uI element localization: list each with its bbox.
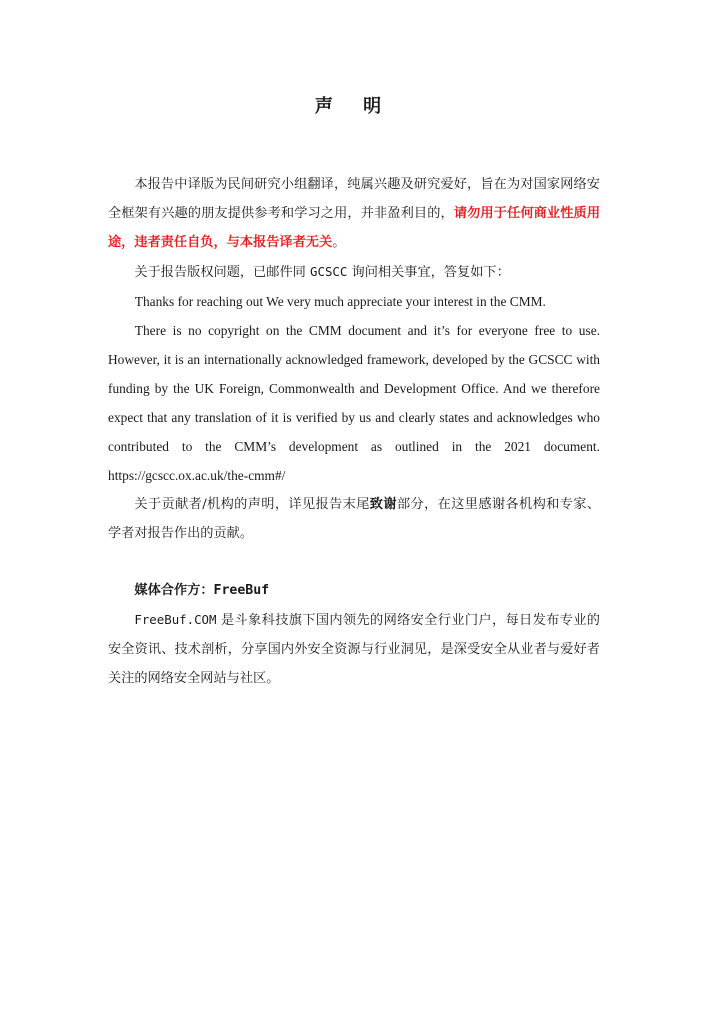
copyright-intro-after: 询问相关事宜，答复如下： bbox=[347, 265, 510, 280]
contributors-before: 关于贡献者/机构的声明，详见报告末尾 bbox=[134, 497, 370, 512]
usage-warning: 请勿用于任何商业性质用途，违者责任自负，与本报告译者无关 bbox=[108, 206, 601, 250]
reply-line-1: Thanks for reaching out We very much appreciate your interest in the CMM. bbox=[134, 294, 546, 309]
contributors-after: 部分，在这里感谢各机构和专家、学者对报告作出的贡献。 bbox=[108, 497, 601, 541]
intro-text: 本报告中译版为民间研究小组翻译，纯属兴趣及研究爱好，旨在为对国家网络安全框架有兴趣的朋友提供参考和学习之用，并非盈利目的， bbox=[108, 177, 600, 221]
section-divider bbox=[108, 548, 600, 576]
intro-paragraph bbox=[108, 170, 600, 257]
acknowledgements-label: 致谢 bbox=[369, 497, 397, 512]
copyright-intro-org: GCSCC bbox=[310, 264, 348, 279]
media-description bbox=[108, 605, 600, 693]
intro-end: 。 bbox=[332, 235, 346, 250]
page-title: 声 明 bbox=[314, 96, 394, 117]
media-partner-heading bbox=[108, 576, 600, 605]
copyright-intro-before: 关于报告版权问题，已邮件同 bbox=[134, 265, 311, 280]
copyright-intro bbox=[108, 257, 600, 287]
media-label: 媒体合作方： bbox=[134, 583, 214, 598]
media-desc-brand: FreeBuf.COM bbox=[134, 612, 217, 627]
statement-page bbox=[108, 92, 600, 693]
media-brand: FreeBuf bbox=[213, 583, 270, 598]
reply-body: There is no copyright on the CMM document and it’s for everyone free to use. However, it is an internationally acknowledged framework, developed by the GCSCC with funding by the UK Foreign, Commonwealth and Development Office. And we therefore expect that any translation of it is verified by us and clearly states and acknowledges who contributed to the CMM’s development as outlined in the 2021 document. https://gcscc.ox.ac.uk/the-cmm#/ bbox=[108, 323, 600, 483]
media-desc-text: 是斗象科技旗下国内领先的网络安全行业门户，每日发布专业的安全资讯、技术剖析，分享国内外安全资源与行业洞见，是深受安全从业者与爱好者关注的网络安全网站与社区。 bbox=[108, 613, 600, 686]
contributors-paragraph bbox=[108, 490, 600, 548]
